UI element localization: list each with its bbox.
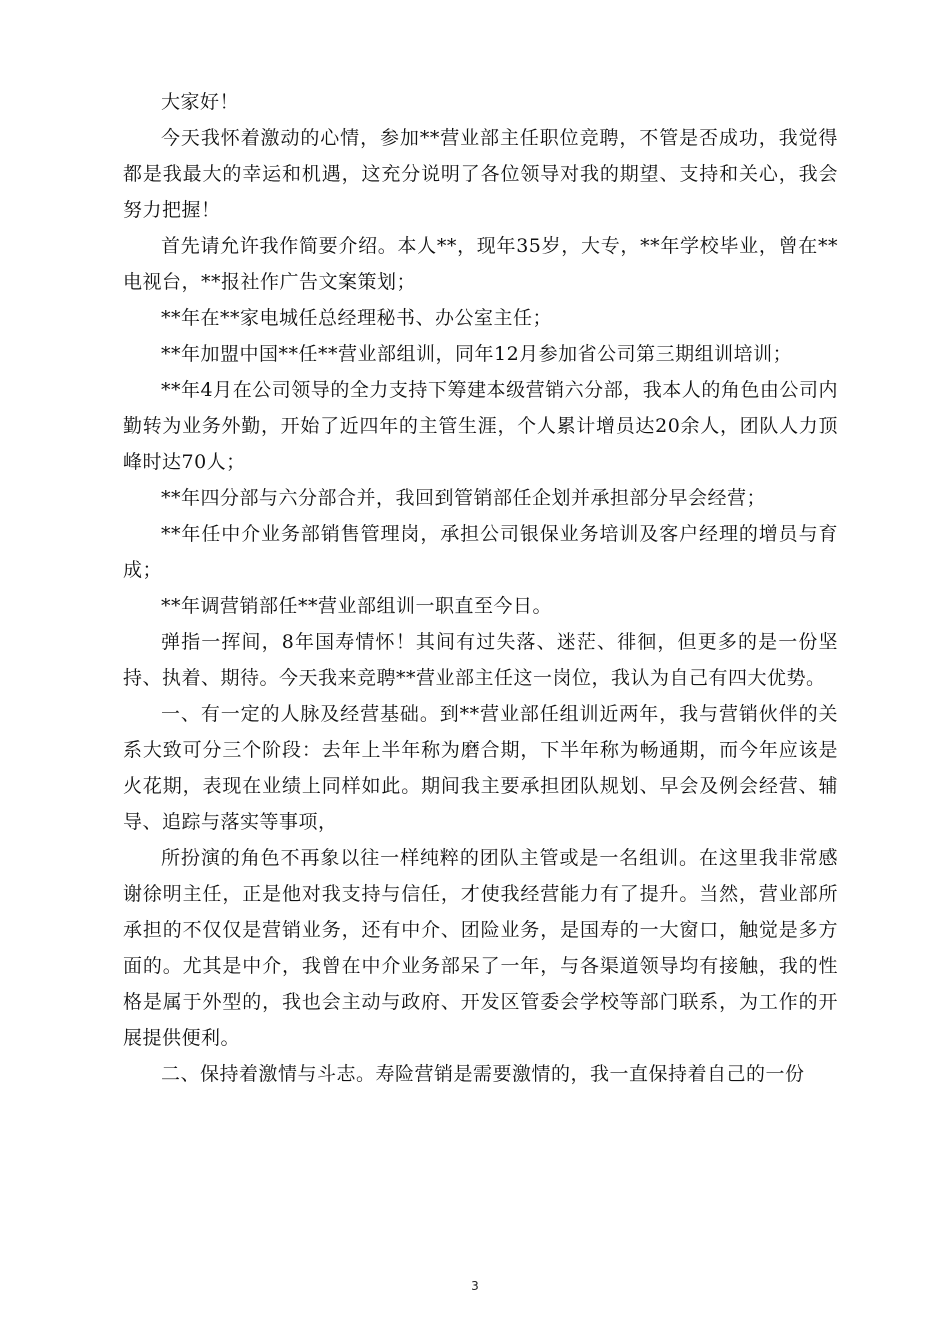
paragraph-career-2: **年加盟中国**任**营业部组训，同年12月参加省公司第三期组训培训； (161, 343, 793, 365)
paragraph-reflection: 弹指一挥间，8年国寿情怀！其间有过失落、迷茫、徘徊，但更多的是一份坚持、执着、期待。今天我来竞聘**营业部主任这一岗位，我认为自己有四大优势。 (123, 631, 838, 689)
document-body (123, 84, 838, 1092)
paragraph-advantage-1: 一、有一定的人脉及经营基础。到**营业部任组训近两年，我与营销伙伴的关系大致可分三个阶段：去年上半年称为磨合期，下半年称为畅通期，而今年应该是火花期，表现在业绩上同样如此。期间我主要承担团队规划、早会及例会经营、辅导、追踪与落实等事项， (123, 703, 838, 833)
paragraph-advantage-2: 二、保持着激情与斗志。寿险营销是需要激情的，我一直保持着自己的一份 (161, 1063, 805, 1085)
paragraph-self-introduction: 首先请允许我作简要介绍。本人**，现年35岁，大专，**年学校毕业，曾在**电视台，**报社作广告文案策划； (123, 235, 838, 293)
paragraph-career-5: **年任中介业务部销售管理岗，承担公司银保业务培训及客户经理的增员与育成； (123, 523, 838, 581)
paragraph-greeting: 大家好！ (161, 91, 240, 113)
page-number: 3 (471, 1279, 479, 1293)
paragraph-career-4: **年四分部与六分部合并，我回到管销部任企划并承担部分早会经营； (161, 487, 767, 509)
paragraph-intro: 今天我怀着激动的心情，参加**营业部主任职位竞聘，不管是否成功，我觉得都是我最大的幸运和机遇，这充分说明了各位领导对我的期望、支持和关心，我会努力把握！ (123, 127, 838, 221)
paragraph-career-6: **年调营销部任**营业部组训一职直至今日。 (161, 595, 553, 617)
paragraph-career-1: **年在**家电城任总经理秘书、办公室主任； (161, 307, 553, 329)
paragraph-career-3: **年4月在公司领导的全力支持下筹建本级营销六分部，我本人的角色由公司内勤转为业务外勤，开始了近四年的主管生涯，个人累计增员达20余人，团队人力顶峰时达70人； (123, 379, 838, 473)
paragraph-advantage-1-cont: 所扮演的角色不再象以往一样纯粹的团队主管或是一名组训。在这里我非常感谢徐明主任，正是他对我支持与信任，才使我经营能力有了提升。当然，营业部所承担的不仅仅是营销业务，还有中介、团险业务，是国寿的一大窗口，触觉是多方面的。尤其是中介，我曾在中介业务部呆了一年，与各渠道领导均有接触，我的性格是属于外型的，我也会主动与政府、开发区管委会学校等部门联系，为工作的开展提供便利。 (123, 847, 838, 1049)
